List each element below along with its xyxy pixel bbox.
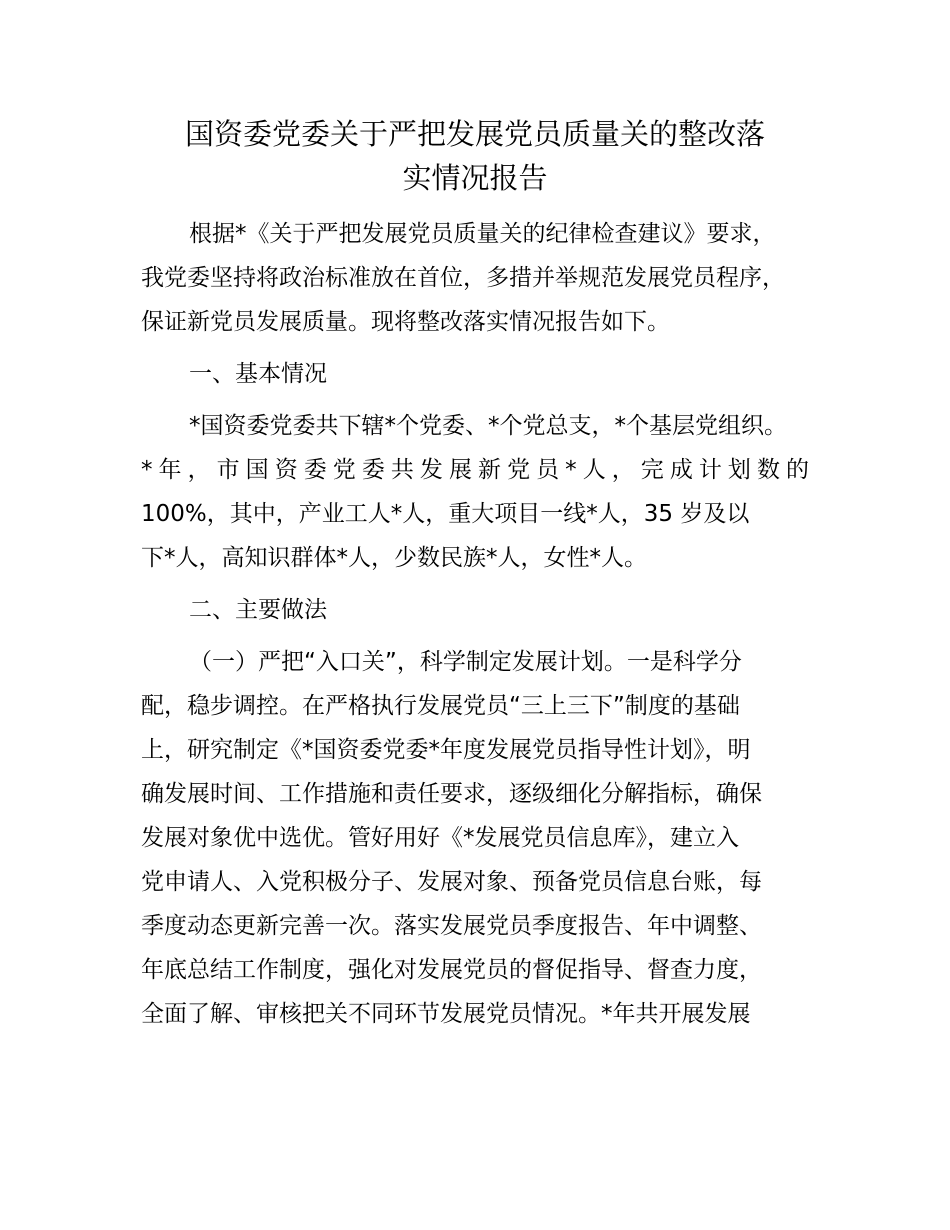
paragraph-line: *国资委党委共下辖*个党委、*个党总支，*个基层党组织。	[189, 413, 787, 439]
paragraph-line: 确发展时间、工作措施和责任要求，逐级细化分解指标，确保	[141, 781, 762, 807]
paragraph-line: （一）严把“入口关”，科学制定发展计划。一是科学分	[189, 649, 742, 675]
paragraph-line: 100%，其中，产业工人*人，重大项目一线*人，35 岁及以	[141, 501, 750, 527]
paragraph-line: 我党委坚持将政治标准放在首位，多措并举规范发展党员程序，	[141, 265, 785, 291]
paragraph-line: 根据*《关于严把发展党员质量关的纪律检查建议》要求，	[189, 221, 776, 247]
paragraph-line: 年底总结工作制度，强化对发展党员的督促指导、督查力度，	[141, 957, 762, 983]
paragraph-line: 发展对象优中选优。管好用好《*发展党员信息库》，建立入	[141, 825, 739, 851]
paragraph-line: 配，稳步调控。在严格执行发展党员“三上三下”制度的基础	[141, 693, 740, 719]
section-heading: 一、基本情况	[189, 361, 327, 387]
paragraph-line: 党申请人、入党积极分子、发展对象、预备党员信息台账，每	[141, 869, 762, 895]
document-title-line-1: 国资委党委关于严把发展党员质量关的整改落	[184, 117, 765, 151]
paragraph-line: 季度动态更新完善一次。落实发展党员季度报告、年中调整、	[141, 913, 762, 939]
paragraph-line: 保证新党员发展质量。现将整改落实情况报告如下。	[141, 309, 670, 335]
paragraph-line: 全面了解、审核把关不同环节发展党员情况。*年共开展发展	[141, 1001, 751, 1027]
paragraph-line: 上，研究制定《*国资委党委*年度发展党员指导性计划》，明	[141, 737, 751, 763]
section-heading: 二、主要做法	[189, 597, 327, 623]
paragraph-line: *年，市国资委党委共发展新党员*人，完成计划数的	[141, 457, 809, 483]
paragraph-line: 下*人，高知识群体*人，少数民族*人，女性*人。	[141, 545, 647, 571]
document-title-line-2: 实情况报告	[402, 161, 548, 195]
